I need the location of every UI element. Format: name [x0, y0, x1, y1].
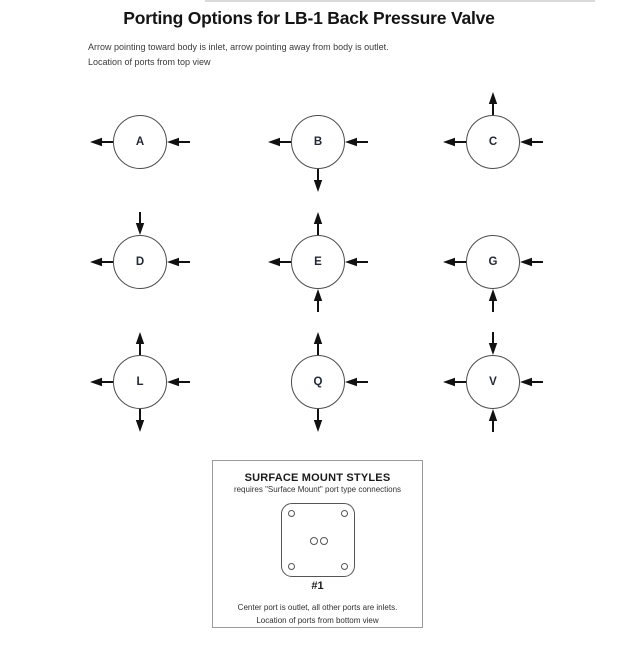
surface-mount-note-1: Center port is outlet, all other ports are inlets. [237, 603, 398, 612]
center-port [320, 537, 328, 545]
top-view-note: Location of ports from top view [88, 57, 211, 67]
port-arrow-right-in-icon [345, 378, 368, 386]
port-arrow-bottom-in-icon [489, 409, 497, 432]
valve-label: C [488, 136, 498, 148]
surface-mount-panel [212, 460, 423, 628]
valve-body [113, 235, 167, 289]
valve-label: V [489, 376, 497, 388]
valve-body [466, 235, 520, 289]
port-arrow-right-in-icon [167, 378, 190, 386]
port-arrow-top-out-icon [314, 212, 322, 235]
valve-label: Q [313, 376, 323, 388]
port-arrow-bottom-out-icon [314, 409, 322, 432]
valve-diagram-C [433, 82, 553, 202]
port-arrow-left-out-icon [90, 258, 113, 266]
valve-diagram-B [258, 82, 378, 202]
valve-body [466, 355, 520, 409]
port-arrow-right-in-icon [167, 138, 190, 146]
valve-label: A [135, 136, 145, 148]
port-arrow-left-out-icon [443, 258, 466, 266]
port-arrow-bottom-in-icon [489, 289, 497, 312]
surface-mount-note-2: Location of ports from bottom view [256, 616, 379, 625]
port-arrow-right-in-icon [345, 138, 368, 146]
valve-diagram-D [80, 202, 200, 322]
valve-diagram-Q [258, 322, 378, 442]
valve-diagram-A [80, 82, 200, 202]
port-arrow-left-out-icon [90, 378, 113, 386]
port-arrow-right-in-icon [167, 258, 190, 266]
valve-diagram-L [80, 322, 200, 442]
valve-body [113, 355, 167, 409]
port-arrow-left-out-icon [443, 378, 466, 386]
corner-hole [341, 563, 348, 570]
corner-hole [341, 510, 348, 517]
port-arrow-right-in-icon [520, 258, 543, 266]
port-arrow-top-out-icon [136, 332, 144, 355]
valve-label: G [488, 256, 498, 268]
valve-label: B [313, 136, 323, 148]
valve-body [466, 115, 520, 169]
corner-hole [288, 563, 295, 570]
port-arrow-left-out-icon [268, 138, 291, 146]
plate-style-number: #1 [311, 580, 324, 592]
port-arrow-top-out-icon [314, 332, 322, 355]
inlet-outlet-note: Arrow pointing toward body is inlet, arrow pointing away from body is outlet. [88, 42, 389, 52]
port-arrow-top-in-icon [136, 212, 144, 235]
port-arrow-bottom-out-icon [136, 409, 144, 432]
surface-mount-subtitle: requires "Surface Mount" port type connections [233, 485, 402, 494]
corner-hole [288, 510, 295, 517]
page-title: Porting Options for LB-1 Back Pressure Valve [123, 8, 495, 28]
surface-mount-title: SURFACE MOUNT STYLES [244, 472, 391, 484]
mount-plate [281, 503, 355, 577]
valve-body [113, 115, 167, 169]
port-arrow-top-in-icon [489, 332, 497, 355]
port-arrow-right-in-icon [345, 258, 368, 266]
valve-label: L [136, 376, 144, 388]
port-arrow-left-out-icon [443, 138, 466, 146]
valve-label: D [135, 256, 145, 268]
port-arrow-right-in-icon [520, 378, 543, 386]
valve-body [291, 355, 345, 409]
port-arrow-bottom-out-icon [314, 169, 322, 192]
valve-body [291, 235, 345, 289]
port-arrow-left-out-icon [90, 138, 113, 146]
valve-body [291, 115, 345, 169]
valve-diagram-G [433, 202, 553, 322]
valve-diagram-V [433, 322, 553, 442]
port-arrow-left-out-icon [268, 258, 291, 266]
port-arrow-top-out-icon [489, 92, 497, 115]
center-port [310, 537, 318, 545]
port-arrow-right-in-icon [520, 138, 543, 146]
port-arrow-bottom-in-icon [314, 289, 322, 312]
valve-diagram-E [258, 202, 378, 322]
valve-label: E [314, 256, 322, 268]
